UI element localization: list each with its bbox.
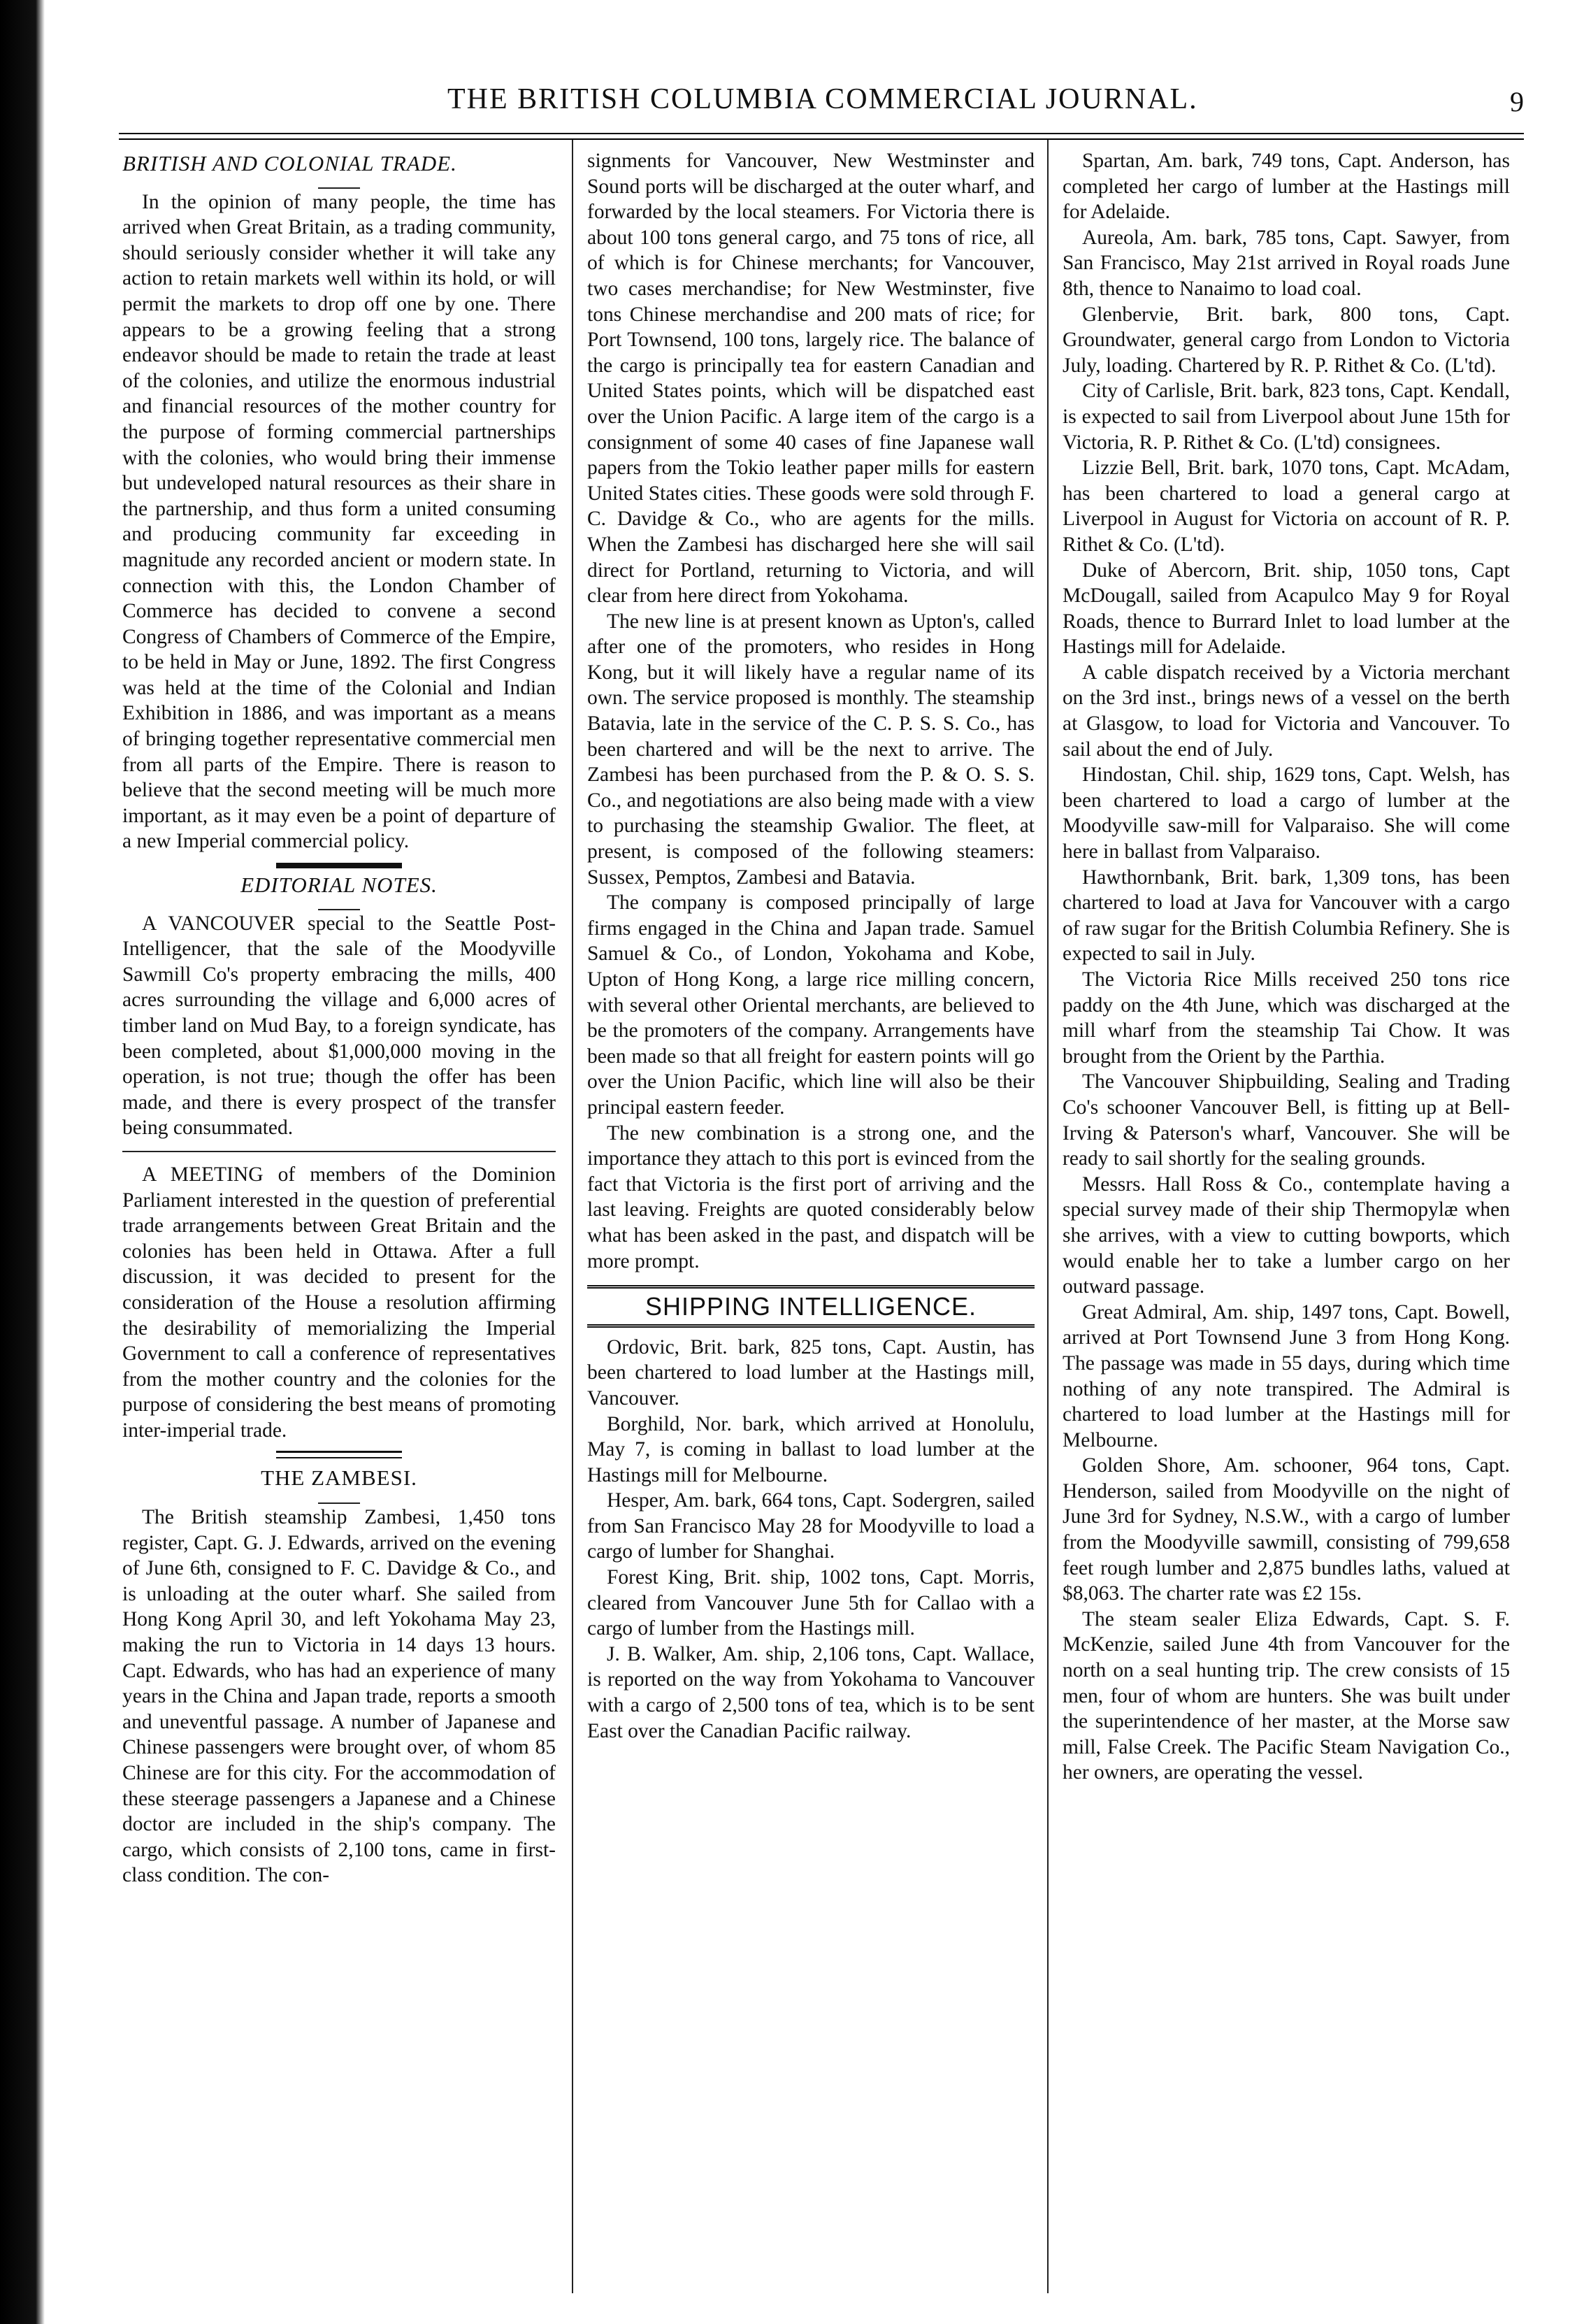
header-rule xyxy=(119,133,1524,140)
shipping-item: The Victoria Rice Mills received 250 tons rice paddy on the 4th June, which was discharged at the mill wharf from the steamship Tai Chow. It was brought from the Orient by the Parthia. xyxy=(1063,968,1510,1068)
shipping-item: J. B. Walker, Am. ship, 2,106 tons, Capt. Wallace, is reported on the way from Yokohama to Vancouver with a cargo of 2,500 tons of tea, which is to be sent East over the Canadian Pacific railway. xyxy=(587,1642,1035,1742)
scan-edge-shadow xyxy=(0,0,45,2324)
paragraph-separator xyxy=(122,1151,556,1152)
section-heading-editorial-notes: EDITORIAL NOTES. xyxy=(240,873,438,898)
shipping-item: Spartan, Am. bark, 749 tons, Capt. Anderson, has completed her cargo of lumber at the Hastings mill for Adelaide. xyxy=(1063,150,1510,224)
shipping-item: Golden Shore, Am. schooner, 964 tons, Capt. Henderson, sailed from Moodyville on the night of June 3rd for Sydney, N.S.W., with a cargo of lumber from the Moodyville sawmill, consisting of 799,658 feet rough lumber and 2,875 bundles laths, valued at $8,063. The charter rate was £2 15s. xyxy=(1063,1454,1510,1605)
column-1 xyxy=(122,148,556,2288)
article-paragraph: The company is composed principally of large firms engaged in the China and Japan trade. Samuel Samuel & Co., of London, Yokohama and Kobe, Upton of Hong Kong, a large rice milling concern, with several other Oriental merchants, are believed to be the promoters of the company. Arrangements have been made so that all freight for eastern points will go over the Union Pacific, which line will also be their principal eastern feeder. xyxy=(587,891,1035,1119)
journal-title: THE BRITISH COLUMBIA COMMERCIAL JOURNAL. xyxy=(447,83,1198,115)
article-paragraph: The British steamship Zambesi, 1,450 tons register, Capt. G. J. Edwards, arrived on the evening of June 6th, consigned to F. C. Davidge & Co., and is unloading at the outer wharf. She sailed from Hong Kong April 30, and left Yokohama May 23, making the run to Victoria in 14 days 13 hours. Capt. Edwards, who has had an experience of many years in the China and Japan trade, reports a smooth and uneventful passage. A number of Japanese and Chinese passengers were brought over, of whom 85 Chinese are for this city. For the accommodation of these steerage passengers a Japanese and a Chinese doctor are included in the ship's company. The cargo, which consists of 2,100 tons, came in first-class condition. The con- xyxy=(122,1506,556,1887)
column-3 xyxy=(1063,148,1510,2288)
page-number: 9 xyxy=(1510,86,1524,117)
shipping-item: Messrs. Hall Ross & Co., contemplate having a special survey made of their ship Thermopylæ when she arrives, with a view to cutting bowports, which would enable her to take a lumber cargo on her outward passage. xyxy=(1063,1172,1510,1298)
shipping-item: City of Carlisle, Brit. bark, 823 tons, Capt. Kendall, is expected to sail from Liverpool about June 15th for Victoria, R. P. Rithet & Co. (L'td) consignees. xyxy=(1063,380,1510,454)
shipping-item: The Vancouver Shipbuilding, Sealing and Trading Co's schooner Vancouver Bell, is fitting up at Bell-Irving & Paterson's wharf, Vancouver. She will be ready to sail shortly for the sealing grounds. xyxy=(1063,1070,1510,1170)
heading-dash xyxy=(122,175,556,189)
column-divider xyxy=(1047,140,1049,2293)
article-paragraph: The new line is at present known as Upton's, called after one of the promoters, who resides in Hong Kong, but it will likely have a regular name of its own. The service proposed is monthly. The steamship Batavia, late in the service of the C. P. S. S. Co., has been chartered and will be the next to arrive. The Zambesi has been purchased from the P. & O. S. S. Co., and negotiations are also being made with a view to purchasing the steamship Gwalior. The fleet, at present, is composed of the following steamers: Sussex, Pemptos, Zambesi and Batavia. xyxy=(587,610,1035,889)
shipping-item: Ordovic, Brit. bark, 825 tons, Capt. Austin, has been chartered to load lumber at the Hastings mill, Vancouver. xyxy=(587,1335,1035,1410)
section-heading-shipping-intelligence: SHIPPING INTELLIGENCE. xyxy=(587,1285,1035,1328)
shipping-item: Hindostan, Chil. ship, 1629 tons, Capt. Welsh, has been chartered to load a cargo of lumber at the Moodyville saw-mill for Valparaiso. She will come here in ballast from Valparaiso. xyxy=(1063,763,1510,863)
heading-dash xyxy=(122,897,556,911)
shipping-item: Hesper, Am. bark, 664 tons, Capt. Sodergren, sailed from San Francisco May 28 for Moodyville to load a cargo of lumber for Shanghai. xyxy=(587,1489,1035,1563)
heading-dash xyxy=(122,1491,556,1505)
shipping-item: A cable dispatch received by a Victoria merchant on the 3rd inst., brings news of a vessel on the berth at Glasgow, to load for Victoria and Vancouver. To sail about the end of July. xyxy=(1063,661,1510,761)
page-header xyxy=(119,83,1524,131)
shipping-item: Glenbervie, Brit. bark, 800 tons, Capt. Groundwater, general cargo from London to Victoria July, loading. Chartered by R. P. Rithet & Co. (L'td). xyxy=(1063,303,1510,377)
article-paragraph: A VANCOUVER special to the Seattle Post-Intelligencer, that the sale of the Moodyville Sawmill Co's property embracing the mills, 400 acres surrounding the village and 6,000 acres of timber land on Mud Bay, to a foreign syndicate, has been completed, about $1,000,000 moving in the operation, is not true; though the offer has been made, and there is every prospect of the transfer being consummated. xyxy=(122,912,556,1140)
section-heading-british-colonial-trade: BRITISH AND COLONIAL TRADE. xyxy=(122,151,457,175)
shipping-item: The steam sealer Eliza Edwards, Capt. S. F. McKenzie, sailed June 4th from Vancouver for the north on a seal hunting trip. The crew consists of 15 men, four of whom are hunters. She was built under the superintendence of her master, at the Morse saw mill, False Creek. The Pacific Steam Navigation Co., her owners, are operating the vessel. xyxy=(1063,1607,1510,1784)
section-separator xyxy=(276,1451,402,1458)
column-2 xyxy=(587,148,1035,2288)
article-paragraph: The new combination is a strong one, and the importance they attach to this port is evinced from the fact that Victoria is the first port of arriving and the last leaving. Freights are quoted considerably below what has been asked in the past, and dispatch will be more prompt. xyxy=(587,1121,1035,1272)
article-paragraph: signments for Vancouver, New Westminster and Sound ports will be discharged at the outer wharf, and forwarded by the local steamers. For Victoria there is about 100 tons general cargo, and 75 tons of rice, all of which is for Chinese merchants; for Vancouver, two cases merchandise; for New Westminster, five tons Chinese merchandise and 200 mats of rice; for Port Townsend, 100 tons, largely rice. The balance of the cargo is principally tea for eastern Canadian and United States points, which will be dispatched east over the Union Pacific. A large item of the cargo is a consignment of some 40 cases of fine Japanese wall papers from the Tokio leather paper mills for eastern United States cities. These goods were sold through F. C. Davidge & Co., who are agents for the mills. When the Zambesi has discharged here she will sail direct for Portland, returning to Victoria, and will clear from here direct from Yokohama. xyxy=(587,150,1035,608)
shipping-item: Borghild, Nor. bark, which arrived at Honolulu, May 7, is coming in ballast to load lumber at the Hastings mill for Melbourne. xyxy=(587,1412,1035,1486)
shipping-item: Great Admiral, Am. ship, 1497 tons, Capt. Bowell, arrived at Port Townsend June 3 from Hong Kong. The passage was made in 55 days, during which time nothing of any note transpired. The Admiral is chartered to load lumber at the Hastings mill for Melbourne. xyxy=(1063,1300,1510,1451)
section-separator xyxy=(276,863,402,868)
shipping-item: Hawthornbank, Brit. bark, 1,309 tons, has been chartered to load at Java for Vancouver with a cargo of raw sugar for the British Columbia Refinery. She is expected to sail in July. xyxy=(1063,866,1510,966)
shipping-item: Forest King, Brit. ship, 1002 tons, Capt. Morris, cleared from Vancouver June 5th for Callao with a cargo of lumber from the Hastings mill. xyxy=(587,1566,1035,1640)
shipping-item: Aureola, Am. bark, 785 tons, Capt. Sawyer, from San Francisco, May 21st arrived in Royal roads June 8th, thence to Nanaimo to load coal. xyxy=(1063,226,1510,300)
section-heading-zambesi: THE ZAMBESI. xyxy=(261,1465,417,1490)
article-paragraph: A MEETING of members of the Dominion Parliament interested in the question of preferential trade arrangements between Great Britain and the colonies has been held in Ottawa. After a full discussion, it was decided to present for the consideration of the House a resolution affirming the desirability of memorializing the Imperial Government to call a conference of representatives from the mother country and the colonies for the purpose of considering the best means of promoting inter-imperial trade. xyxy=(122,1163,556,1442)
column-divider xyxy=(572,140,573,2293)
article-paragraph: In the opinion of many people, the time has arrived when Great Britain, as a trading community, should seriously consider whether it will take any action to retain markets well within its hold, or will permit the markets to drop off one by one. There appears to be a growing feeling that a strong endeavor should be made to retain the trade at least of the colonies, and utilize the enormous industrial and financial resources of the mother country for the purpose of forming commercial partnerships with the colonies, who would bring their immense but undeveloped natural resources as their share in the partnership, and thus form a united consuming and producing community far exceeding in magnitude any recorded ancient or modern state. In connection with this, the London Chamber of Commerce has decided to convene a second Congress of Chambers of Commerce of the Empire, to be held in May or June, 1892. The first Congress was held at the time of the Colonial and Indian Exhibition in 1886, and was important as a means of bringing together representative commercial men from all parts of the Empire. There is reason to believe that the second meeting will be much more important, as it may even be a point of departure of a new Imperial commercial policy. xyxy=(122,190,556,853)
shipping-item: Lizzie Bell, Brit. bark, 1070 tons, Capt. McAdam, has been chartered to load a general cargo at Liverpool in August for Victoria on account of R. P. Rithet & Co. (L'td). xyxy=(1063,457,1510,556)
shipping-item: Duke of Abercorn, Brit. ship, 1050 tons, Capt McDougall, sailed from Acapulco May 9 for Royal Roads, thence to Burrard Inlet to load lumber at the Hastings mill for Adelaide. xyxy=(1063,559,1510,659)
